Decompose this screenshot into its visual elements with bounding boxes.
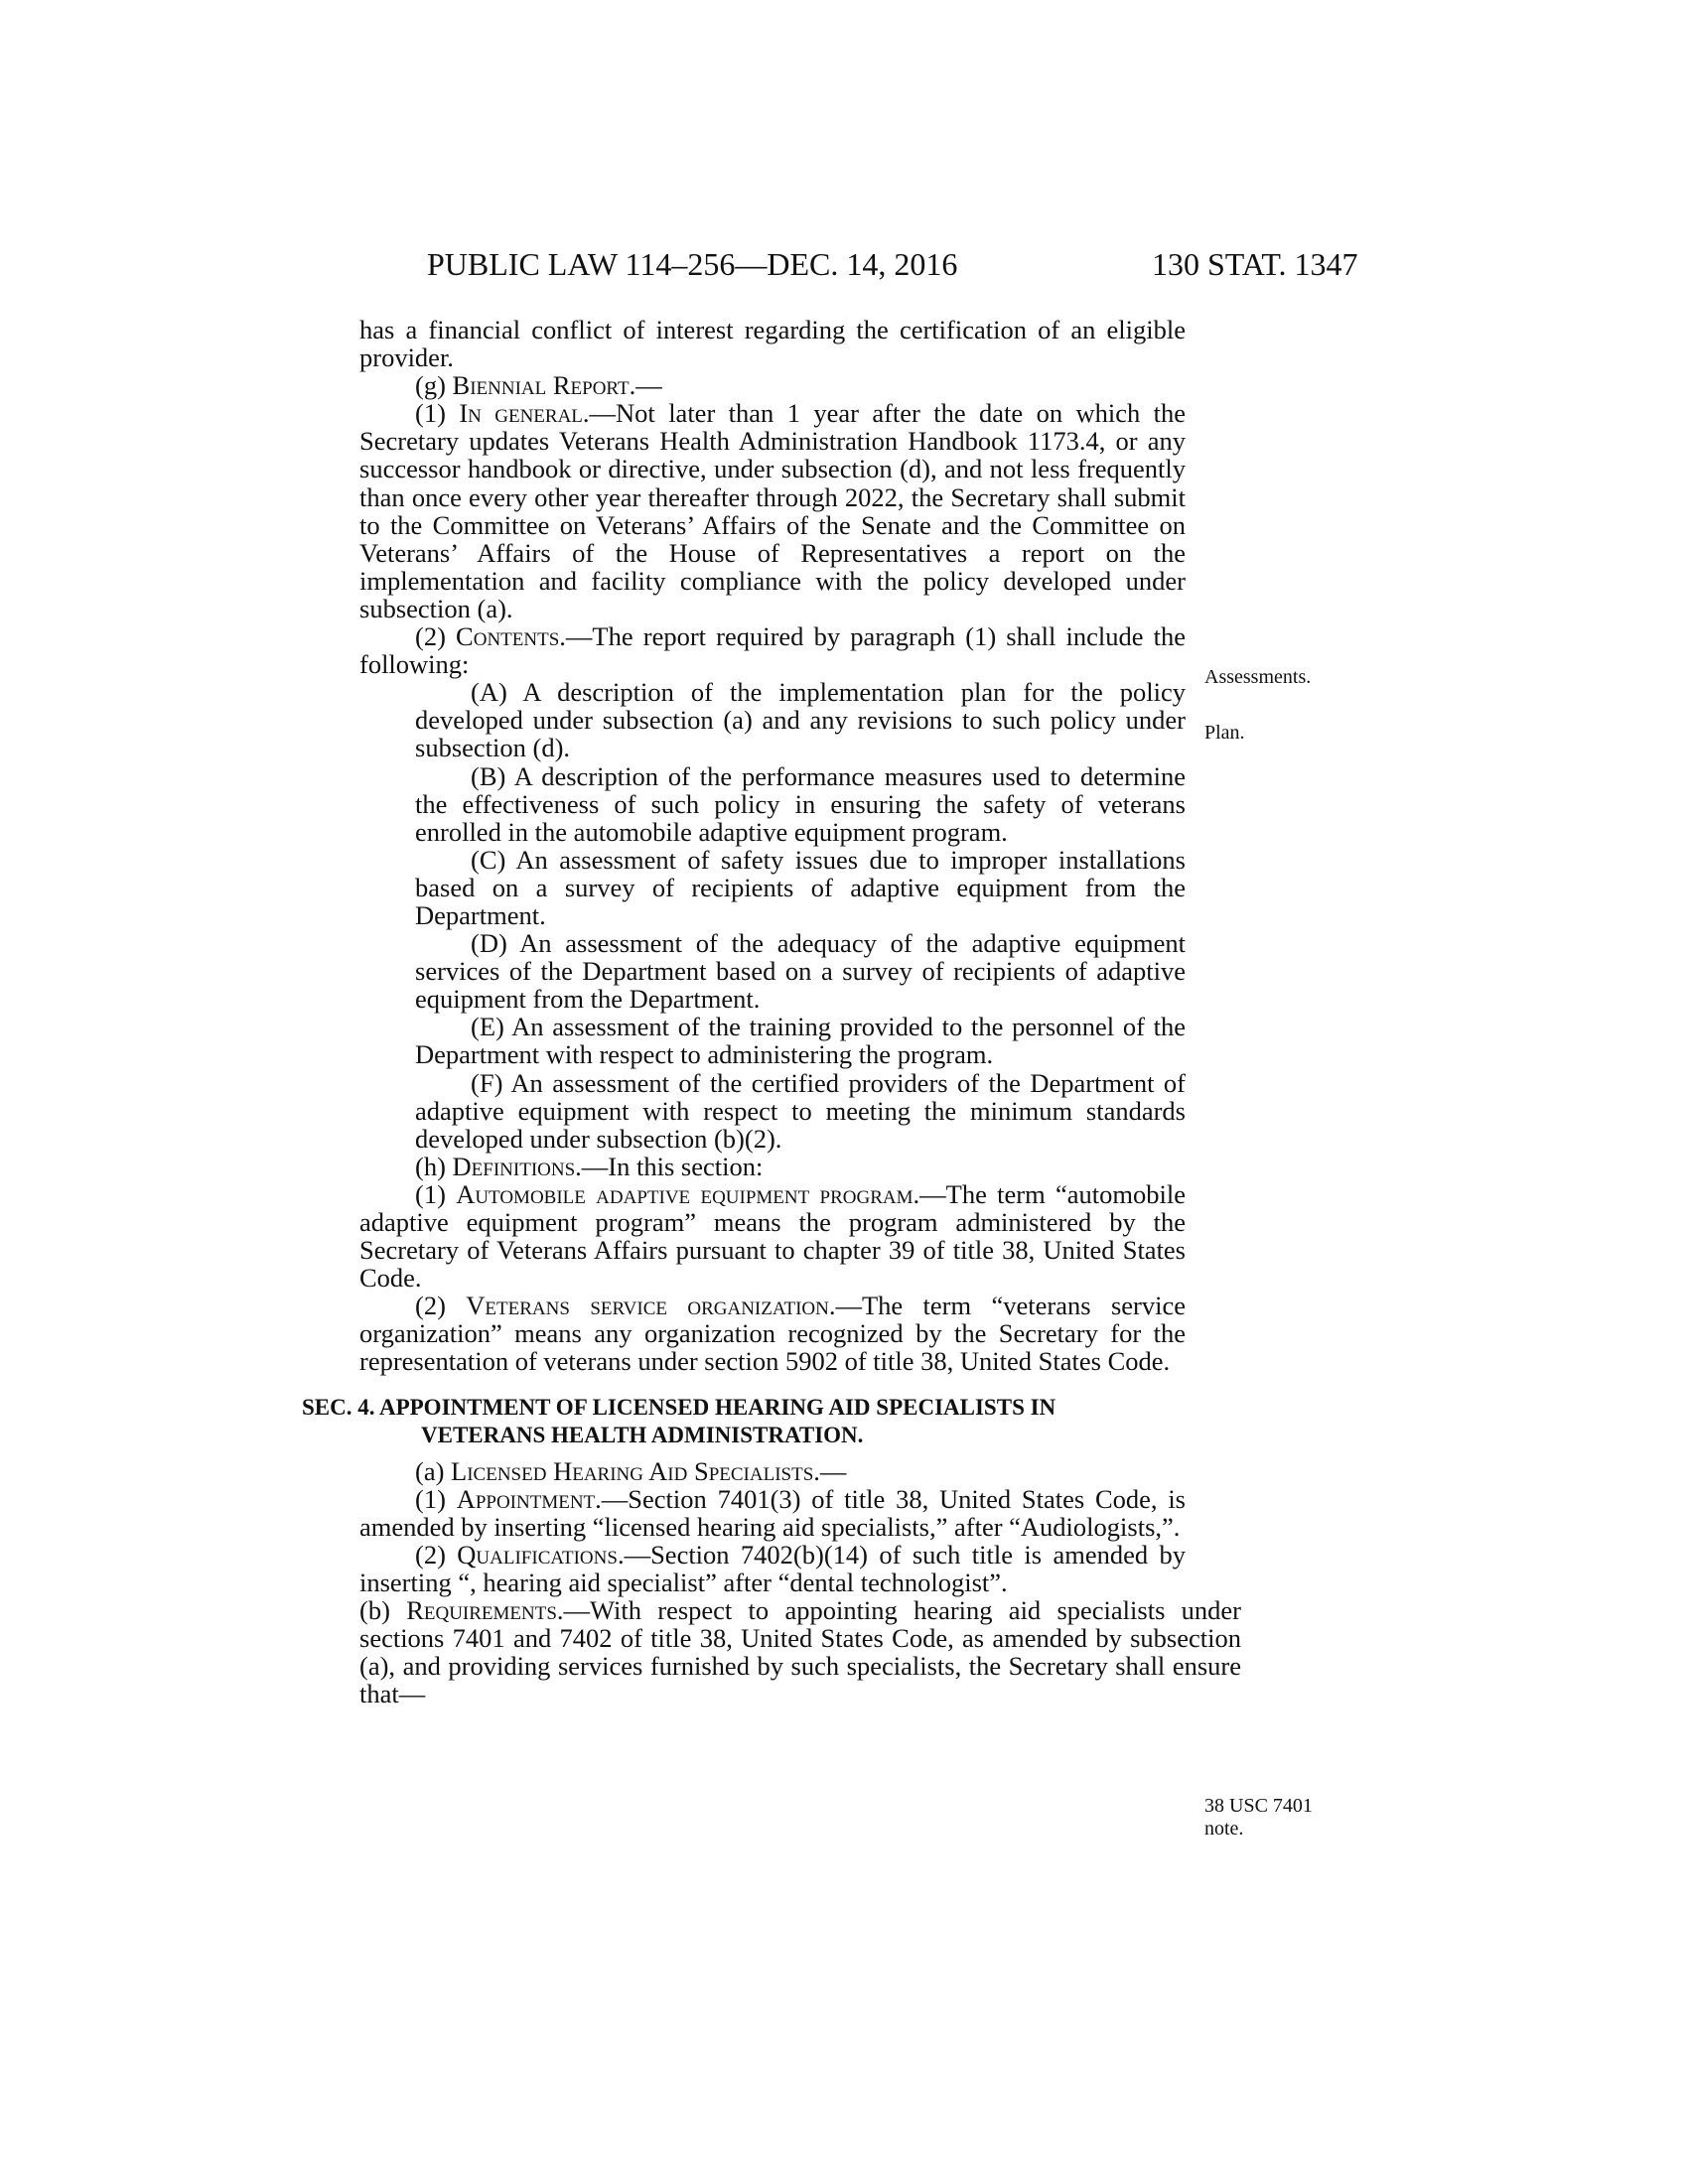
subsection-b-label: (b) [359,1595,407,1626]
paragraph-a1-text: .—Section 7401(3) of title 38, United States Code, is amended by inserting “licensed hearing aid specialists,” after “Audiologists,”. [359,1483,1186,1542]
subsection-b-title: Requirements [406,1595,557,1626]
paragraph-h1-title: Automobile adaptive equipment program [456,1178,914,1209]
clause-g2-c: (C) An assessment of safety issues due to improper installations based on a survey of recipients of adaptive equipment from the Department. [415,844,1186,930]
subsection-b-text: .—With respect to appointing hearing aid specialists under sections 7401 and 7402 of title 38, United States Code, as amended by subsection (a), and providing services furnished by such specialists, the Secretary shall ensure that— [359,1595,1241,1709]
margin-note-usc-line1: 38 USC 7401 [1204,1795,1313,1817]
subsection-h-label: (h) [415,1151,453,1181]
paragraph-g1-title: In general [459,398,583,429]
clause-g2-a: (A) A description of the implementation plan for the policy developed under subsection (a) and any revisions to such policy under subsection (d). [415,677,1186,763]
paragraph-h2 [359,1292,1186,1375]
paragraph-a1-title: Appointment [456,1483,596,1514]
subsection-b [304,1596,1241,1707]
subsection-h [359,1153,1186,1180]
subsection-a-label: (a) [415,1455,452,1486]
header-public-law: PUBLIC LAW 114–256—DEC. 14, 2016 [427,246,958,282]
header-stat-page: 130 STAT. 1347 [1152,246,1358,282]
paragraph-h1-label: (1) [415,1178,457,1209]
page-header [0,246,1688,286]
paragraph-g1-text: .—Not later than 1 year after the date on which the Secretary updates Veterans Health Administration Handbook 1173.4, or any successor handbook or directive, under subsection (d), and not less frequently than once every other year thereafter through 2022, the Secretary shall submit to the Committee on Veterans’ Affairs of the Senate and the Committee on Veterans’ Affairs of the House of Representatives a report on the implementation and facility compliance with the policy developed under subsection (a). [359,398,1187,623]
paragraph-g1 [359,399,1186,622]
paragraph-h2-title: Veterans service organization [466,1291,829,1321]
paragraph-h2-label: (2) [415,1291,467,1321]
paragraph-h1-text: .—The term “automobile adaptive equipment program” means the program administered by the Secretary of Veterans Affairs pursuant to chapter 39 of title 38, United States Code. [359,1178,1186,1294]
section-4-heading-line2: VETERANS HEALTH ADMINISTRATION. [421,1422,864,1447]
paragraph-continued: has a financial conflict of interest regarding the certification of an eligible provider. [359,315,1186,373]
subsection-a-title: Licensed Hearing Aid Specialists [451,1455,814,1486]
paragraph-g2-title: Contents [456,621,560,652]
paragraph-g1-label: (1) [415,398,460,429]
subsection-h-title: Definitions [452,1151,576,1181]
subsection-a [359,1457,1186,1485]
subsection-h-text: .—In this section: [575,1151,764,1181]
subsection-a-rest: .— [813,1455,847,1486]
paragraph-g2-text: .—The report required by paragraph (1) shall include the following: [359,621,1186,680]
subsection-g-rest: .— [629,370,662,401]
section-4-heading-line1: SEC. 4. APPOINTMENT OF LICENSED HEARING AID SPECIALISTS IN [302,1394,1056,1420]
margin-note-plan: Plan. [1204,722,1245,744]
paragraph-a2-label: (2) [415,1539,458,1570]
document-body [302,315,1241,1709]
paragraph-g2 [359,622,1186,678]
subsection-g [359,371,1186,399]
paragraph-a1-label: (1) [415,1483,457,1514]
paragraph-a2-title: Qualifications [457,1539,618,1570]
clause-g2-b: (B) A description of the performance measures used to determine the effectiveness of such policy in ensuring the safety of veterans enrolled in the automobile adaptive equipment program. [415,760,1186,847]
clause-g2-d: (D) An assessment of the adequacy of the adaptive equipment services of the Department based on a survey of recipients of adaptive equipment from the Department. [415,928,1186,1015]
paragraph-g2-label: (2) [415,621,457,652]
clause-g2-e: (E) An assessment of the training provided to the personnel of the Department with respect to administering the program. [415,1012,1186,1070]
paragraph-a1 [359,1485,1186,1541]
section-4-heading [302,1394,1186,1449]
subsection-g-title: Biennial Report [452,370,630,401]
paragraph-a2-text: .—Section 7402(b)(14) of such title is amended by inserting “, hearing aid specialist” after “dental technologist”. [359,1539,1186,1597]
margin-note-usc-line2: note. [1204,1818,1244,1840]
paragraph-a2 [359,1541,1186,1596]
paragraph-h2-text: .—The term “veterans service organization” means any organization recognized by the Secretary for the representation of veterans under section 5902 of title 38, United States Code. [359,1291,1186,1377]
margin-note-assessments: Assessments. [1204,666,1312,688]
clause-g2-f: (F) An assessment of the certified providers of the Department of adaptive equipment with respect to meeting the minimum standards developed under subsection (b)(2). [415,1067,1186,1154]
paragraph-h1 [359,1180,1186,1292]
subsection-g-label: (g) [415,370,453,401]
